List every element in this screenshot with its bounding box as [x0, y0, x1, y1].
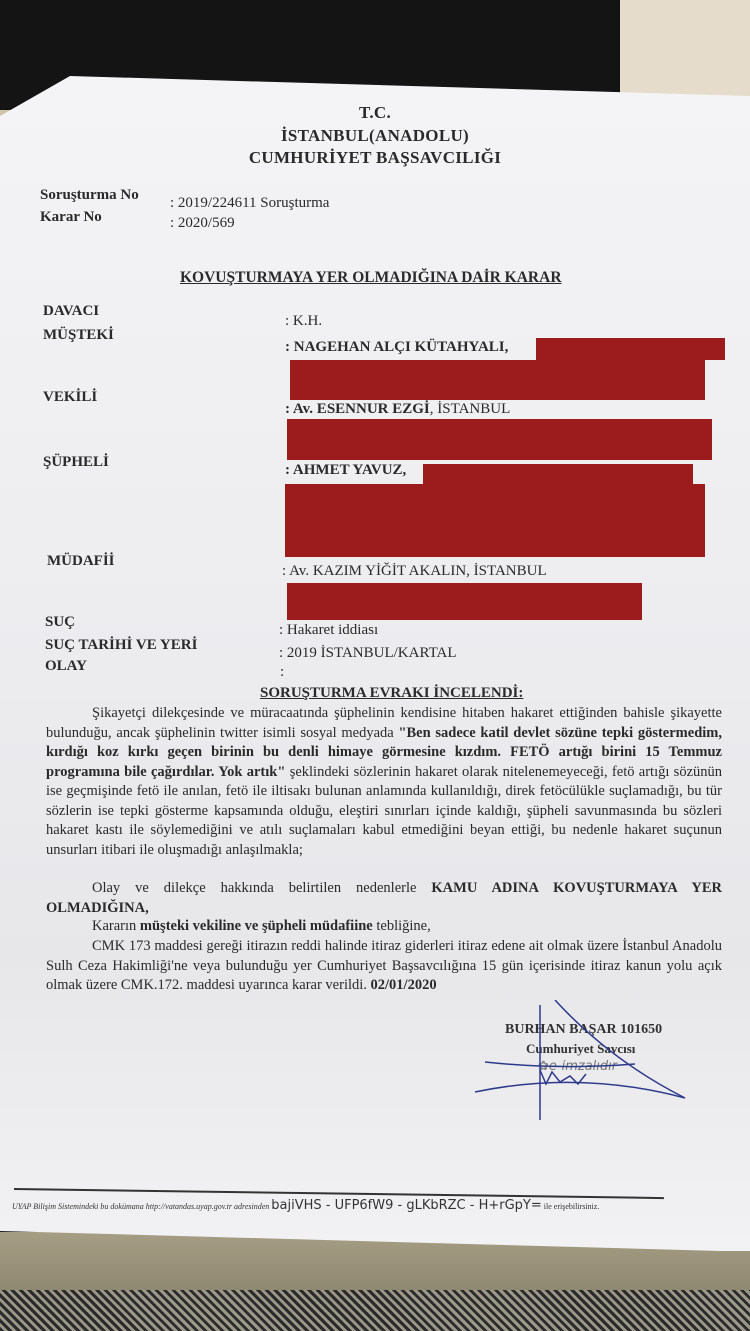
seal-icon: ✿ [538, 1059, 549, 1074]
body-text: CMK 173 maddesi gereği itirazın reddi halinde itiraz giderleri itiraz edene ait olmak üzere İstanbul Anadolu Sulh Ceza Hakimliği'ne veya bulunduğu yer Cumhuriyet Başsavcılığına 15 gün içerisinde itiraz kanun yolu açık olmak üzere CMK.172. maddesi uyarınca karar verildi. [46, 938, 722, 993]
verification-code: bajiVHS - UFP6fW9 - gLKbRZC - H+rGpY= [271, 1198, 542, 1213]
header-city: İSTANBUL(ANADOLU) [280, 126, 470, 145]
sorusturma-no-label: Soruşturma No [40, 187, 139, 203]
body-text: Olay ve dilekçe hakkında belirtilen nedenlerle [92, 880, 432, 896]
redaction-block [287, 583, 642, 620]
davaci-label: DAVACI [43, 303, 100, 319]
supheli-label: ŞÜPHELİ [43, 454, 109, 470]
redaction-block [536, 338, 725, 360]
decision-date: 02/01/2020 [366, 977, 437, 993]
musteki-value: : NAGEHAN ALÇI KÜTAHYALI, [285, 339, 509, 355]
mudafii-label: MÜDAFİİ [47, 553, 115, 569]
redaction-block [287, 419, 712, 460]
mudafii-value: : Av. KAZIM YİĞİT AKALIN, İSTANBUL [282, 563, 547, 579]
header-tc: T.C. [358, 103, 392, 122]
header-office: CUMHURİYET BAŞSAVCILIĞI [248, 148, 502, 167]
section-title: SORUŞTURMA EVRAKI İNCELENDİ: [260, 685, 524, 701]
body-text: şeklindeki sözlerinin hakaret olarak nitelenemeyeceği, fetö artığı sözünün ise geçmişinde fetö ile anılan, fetö ile iltisakı bulunan anlamında kullanıldığı, direk fetöcülükle suçlamadığı, bu tür sözlerin ise tepki gösterme kapsamında olduğu, eleştiri sınırları içinde kaldığı, şüpheli savunmasında bu sözleri hakaret kastı ile söylemediğini ve atılı suçlamaları kabul etmediğini beyan ettiği, bu nedenle hakaret suçunun unsurları itibari ile oluşmadığı anlaşılmakla; [46, 763, 723, 858]
musteki-label: MÜŞTEKİ [43, 327, 114, 343]
handwritten-signature [460, 1000, 700, 1120]
vekili-label: VEKİLİ [43, 389, 98, 405]
karar-no-value: : 2020/569 [170, 215, 235, 231]
decision-title: KOVUŞTURMAYA YER OLMADIĞINA DAİR KARAR [180, 269, 562, 286]
body-paragraph-1 [46, 704, 722, 860]
suc-label: SUÇ [45, 614, 76, 630]
background-wall [620, 0, 750, 100]
background-fabric [0, 1290, 750, 1331]
prosecutor-title: Cumhuriyet Savcısı [526, 1041, 636, 1056]
footer-suffix: ile erişebilirsiniz. [543, 1202, 600, 1211]
redaction-block [285, 484, 705, 557]
karar-no-label: Karar No [40, 209, 102, 225]
e-signature-text: e-imzalıdır [548, 1059, 618, 1074]
body-text: tebliğine, [372, 918, 431, 934]
vekili-name: : Av. ESENNUR EZGİ [285, 401, 430, 417]
olay-value: : [280, 664, 285, 680]
vekili-city: , İSTANBUL [429, 401, 511, 417]
suc-tarihi-value: : 2019 İSTANBUL/KARTAL [279, 645, 457, 661]
decision-statement: KAMU ADINA KOVUŞTURMAYA YER OLMADIĞINA, [46, 880, 723, 916]
vekili-value [285, 401, 510, 418]
uyap-footer [12, 1198, 599, 1213]
quoted-tweet: "Ben sadece katil devlet sözüne tepki göstermedim, kırdığı koz kırkı geçen birinin bu denli himaye görmesine kızdım. FETÖ artığı birini 15 Temmuz programına bile çağırdılar. Yok artık" [46, 724, 722, 780]
body-text: Şikayetçi dilekçesinde ve müracaatında şüphelinin kendisine hitaben hakaret ettiğinden bahisle şikayette bulunduğu, ancak şüphelinin twitter isimli sosyal medyada [46, 705, 722, 741]
redaction-block [290, 360, 705, 400]
sorusturma-no-value: : 2019/224611 Soruşturma [170, 195, 330, 211]
supheli-value: : AHMET YAVUZ, [285, 462, 407, 478]
body-paragraph-3 [46, 917, 722, 937]
suc-value: : Hakaret iddiası [279, 622, 379, 638]
body-text: Kararın [92, 918, 140, 934]
davaci-value: : K.H. [285, 313, 323, 329]
olay-label: OLAY [45, 658, 87, 674]
body-paragraph-4 [46, 937, 722, 996]
prosecutor-name: BURHAN BAŞAR 101650 [505, 1022, 663, 1037]
redaction-block [423, 464, 693, 484]
notification-parties: müşteki vekiline ve şüpheli müdafiine [139, 918, 373, 934]
body-paragraph-2 [46, 879, 722, 918]
suc-tarihi-label: SUÇ TARİHİ VE YERİ [45, 637, 198, 653]
footer-prefix: UYAP Bilişim Sistemindeki bu dokümana http://vatandas.uyap.gov.tr adresinden [12, 1202, 270, 1211]
